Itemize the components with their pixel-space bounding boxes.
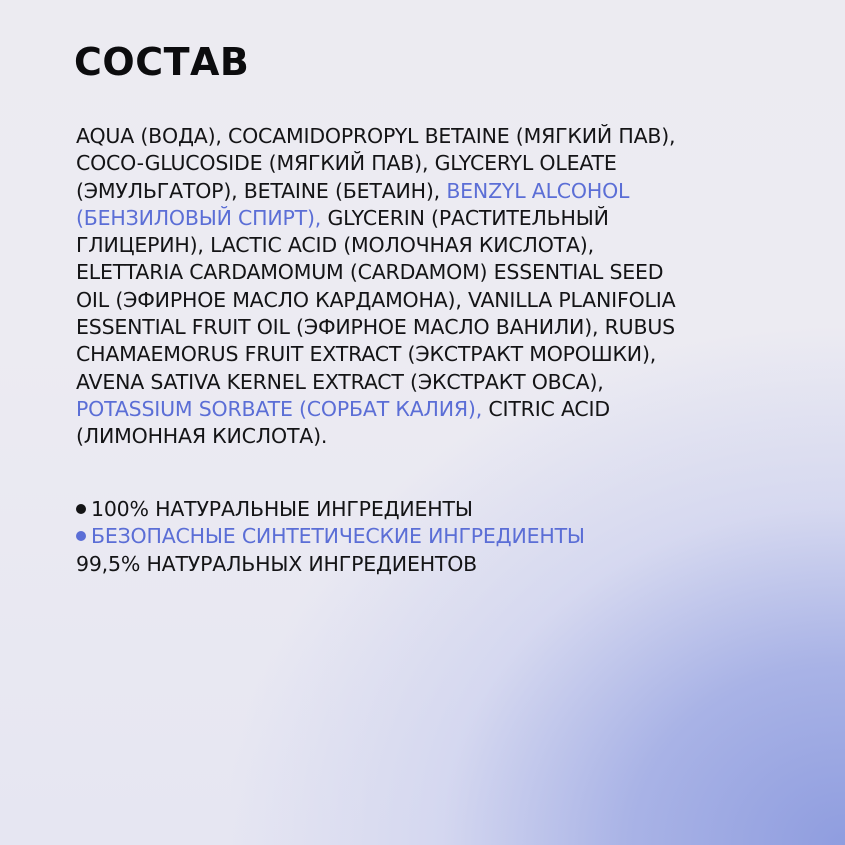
natural-percentage-summary: 99,5% НАТУРАЛЬНЫХ ИНГРЕДИЕНТОВ — [76, 551, 478, 576]
legend-synthetic — [76, 523, 716, 550]
legend — [76, 496, 716, 578]
ingredient-segment-natural: CITRIC ACID (ЛИМОННАЯ КИСЛОТА). — [76, 396, 610, 449]
ingredient-segment-synthetic: BENZYL ALCOHOL (БЕНЗИЛОВЫЙ СПИРТ), — [76, 178, 630, 230]
black-dot-icon — [76, 504, 86, 514]
page-title: СОСТАВ — [74, 40, 250, 84]
ingredients-list — [76, 123, 686, 451]
ingredient-segment-natural: AQUA (ВОДА), COCAMIDOPROPYL BETAINE (МЯГКИЙ ПАВ), COCO-GLUCOSIDE (МЯГКИЙ ПАВ), GLYCERYL OLEATE (ЭМУЛЬГАТОР), BETAINE (БЕТАИН), — [76, 124, 676, 203]
blue-dot-icon — [76, 531, 86, 541]
legend-natural — [76, 496, 716, 523]
legend-synthetic-label: БЕЗОПАСНЫЕ СИНТЕТИЧЕСКИЕ ИНГРЕДИЕНТЫ — [91, 524, 585, 549]
ingredient-segment-synthetic: POTASSIUM SORBATE (СОРБАТ КАЛИЯ), — [76, 396, 483, 421]
ingredient-segment-natural: GLYCERIN (РАСТИТЕЛЬНЫЙ ГЛИЦЕРИН), LACTIC ACID (МОЛОЧНАЯ КИСЛОТА), ELETTARIA CARDAMOMUM (CARDAMOM) ESSENTIAL SEED OIL (ЭФИРНОЕ МАСЛО КАРДАМОНА), VANILLA PLANIFOLIA ESSENTIAL FRUIT OIL (ЭФИРНОЕ МАСЛО ВАНИЛИ), RUBUS CHAMAEMORUS FRUIT EXTRACT (ЭКСТРАКТ МОРОШКИ), AVENA SATIVA KERNEL EXTRACT (ЭКСТРАКТ ОВСА), — [76, 205, 676, 394]
legend-natural-label: 100% НАТУРАЛЬНЫЕ ИНГРЕДИЕНТЫ — [91, 497, 473, 521]
